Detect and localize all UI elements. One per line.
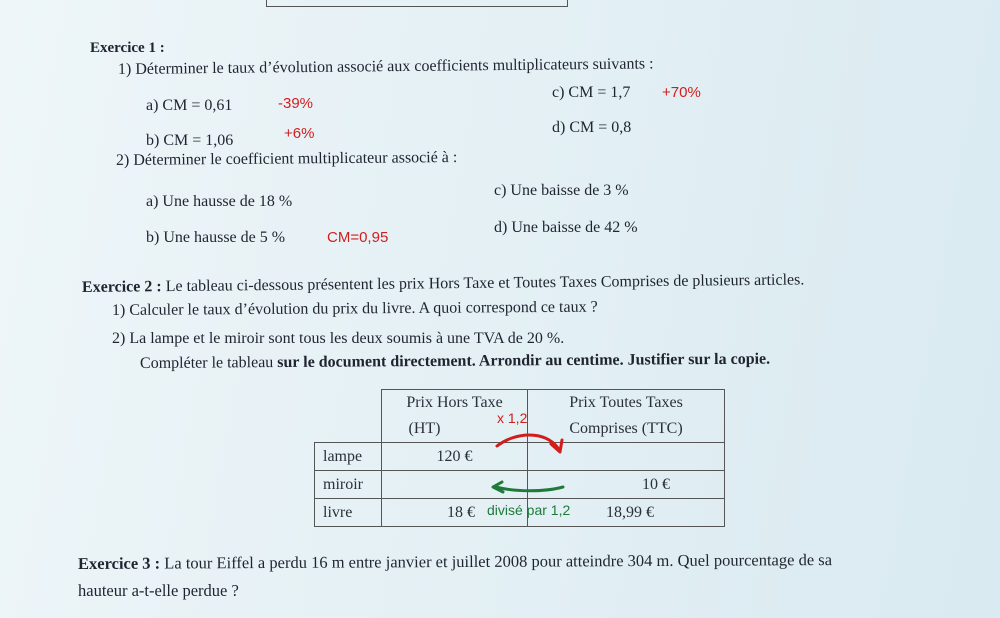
ex1-answer-c: +70% bbox=[662, 84, 701, 101]
ex2-intro bbox=[82, 271, 805, 297]
ex1-title: Exercice 1 : bbox=[90, 40, 165, 56]
ex1-item-d: d) CM = 0,8 bbox=[552, 119, 632, 136]
row-label-lampe: lampe bbox=[315, 443, 382, 471]
ex2-complete-bold: sur le document directement. Arrondir au centime. Justifier sur la copie. bbox=[277, 350, 771, 372]
ex3-line2: hauteur a-t-elle perdue ? bbox=[78, 581, 239, 600]
ex2-complete-plain: Compléter le tableau bbox=[139, 354, 278, 372]
table-corner bbox=[315, 390, 382, 443]
ex3-text: La tour Eiffel a perdu 16 m entre janvier et juillet 2008 pour atteindre 304 m. Quel pourcentage de sa bbox=[160, 550, 833, 573]
top-box-edge bbox=[266, 0, 568, 7]
ex1-answer-b: +6% bbox=[284, 125, 315, 142]
ex1-question-2: 2) Déterminer le coefficient multiplicateur associé à : bbox=[115, 149, 458, 169]
cell-miroir-ht bbox=[382, 471, 528, 499]
header-ht-line2: (HT) bbox=[408, 420, 441, 437]
ex1-question-1: 1) Déterminer le taux d’évolution associé aux coefficients multiplicateurs suivants : bbox=[117, 55, 654, 78]
note-divide: divisé par 1,2 bbox=[487, 502, 571, 518]
ex3-title: Exercice 3 : bbox=[77, 553, 161, 573]
ex1-answer-a: -39% bbox=[278, 95, 314, 112]
header-ht-line1: Prix Hors Taxe bbox=[406, 394, 503, 411]
ex1-item2-d: d) Une baisse de 42 % bbox=[494, 219, 638, 236]
ex1-answer2-b: CM=0,95 bbox=[327, 229, 389, 246]
cell-miroir-ttc: 10 € bbox=[528, 471, 725, 499]
ex1-item-c: c) CM = 1,7 bbox=[552, 84, 631, 101]
ex1-item-a: a) CM = 0,61 bbox=[146, 97, 233, 114]
ex1-item2-c: c) Une baisse de 3 % bbox=[494, 182, 629, 199]
ex2-complete-instruction bbox=[140, 351, 770, 373]
table-row bbox=[315, 471, 725, 499]
cell-livre-ttc: 18,99 € bbox=[528, 499, 725, 527]
header-ttc bbox=[528, 390, 725, 443]
ex1-item2-b: b) Une hausse de 5 % bbox=[146, 229, 286, 246]
row-label-miroir: miroir bbox=[315, 471, 382, 499]
note-multiply: x 1,2 bbox=[497, 410, 528, 426]
header-ttc-line1: Prix Toutes Taxes bbox=[569, 394, 683, 411]
table-row bbox=[315, 443, 725, 471]
cell-livre-ht: 18 € bbox=[382, 499, 528, 527]
ex2-intro-text: Le tableau ci-dessous présentent les prix Hors Taxe et Toutes Taxes Comprises de plusieurs articles. bbox=[161, 271, 805, 296]
ex2-title: Exercice 2 : bbox=[81, 278, 162, 296]
row-label-livre: livre bbox=[315, 499, 382, 527]
ex1-item-b: b) CM = 1,06 bbox=[146, 132, 234, 149]
cell-lampe-ttc bbox=[528, 443, 725, 471]
ex2-question-1: 1) Calculer le taux d’évolution du prix du livre. A quoi correspond ce taux ? bbox=[111, 298, 598, 319]
ex2-question-2: 2) La lampe et le miroir sont tous les deux soumis à une TVA de 20 %. bbox=[112, 330, 565, 347]
ex3-line1 bbox=[78, 550, 832, 574]
cell-lampe-ht: 120 € bbox=[382, 443, 528, 471]
ex1-item2-a: a) Une hausse de 18 % bbox=[146, 193, 293, 210]
header-ttc-line2: Comprises (TTC) bbox=[569, 420, 683, 437]
